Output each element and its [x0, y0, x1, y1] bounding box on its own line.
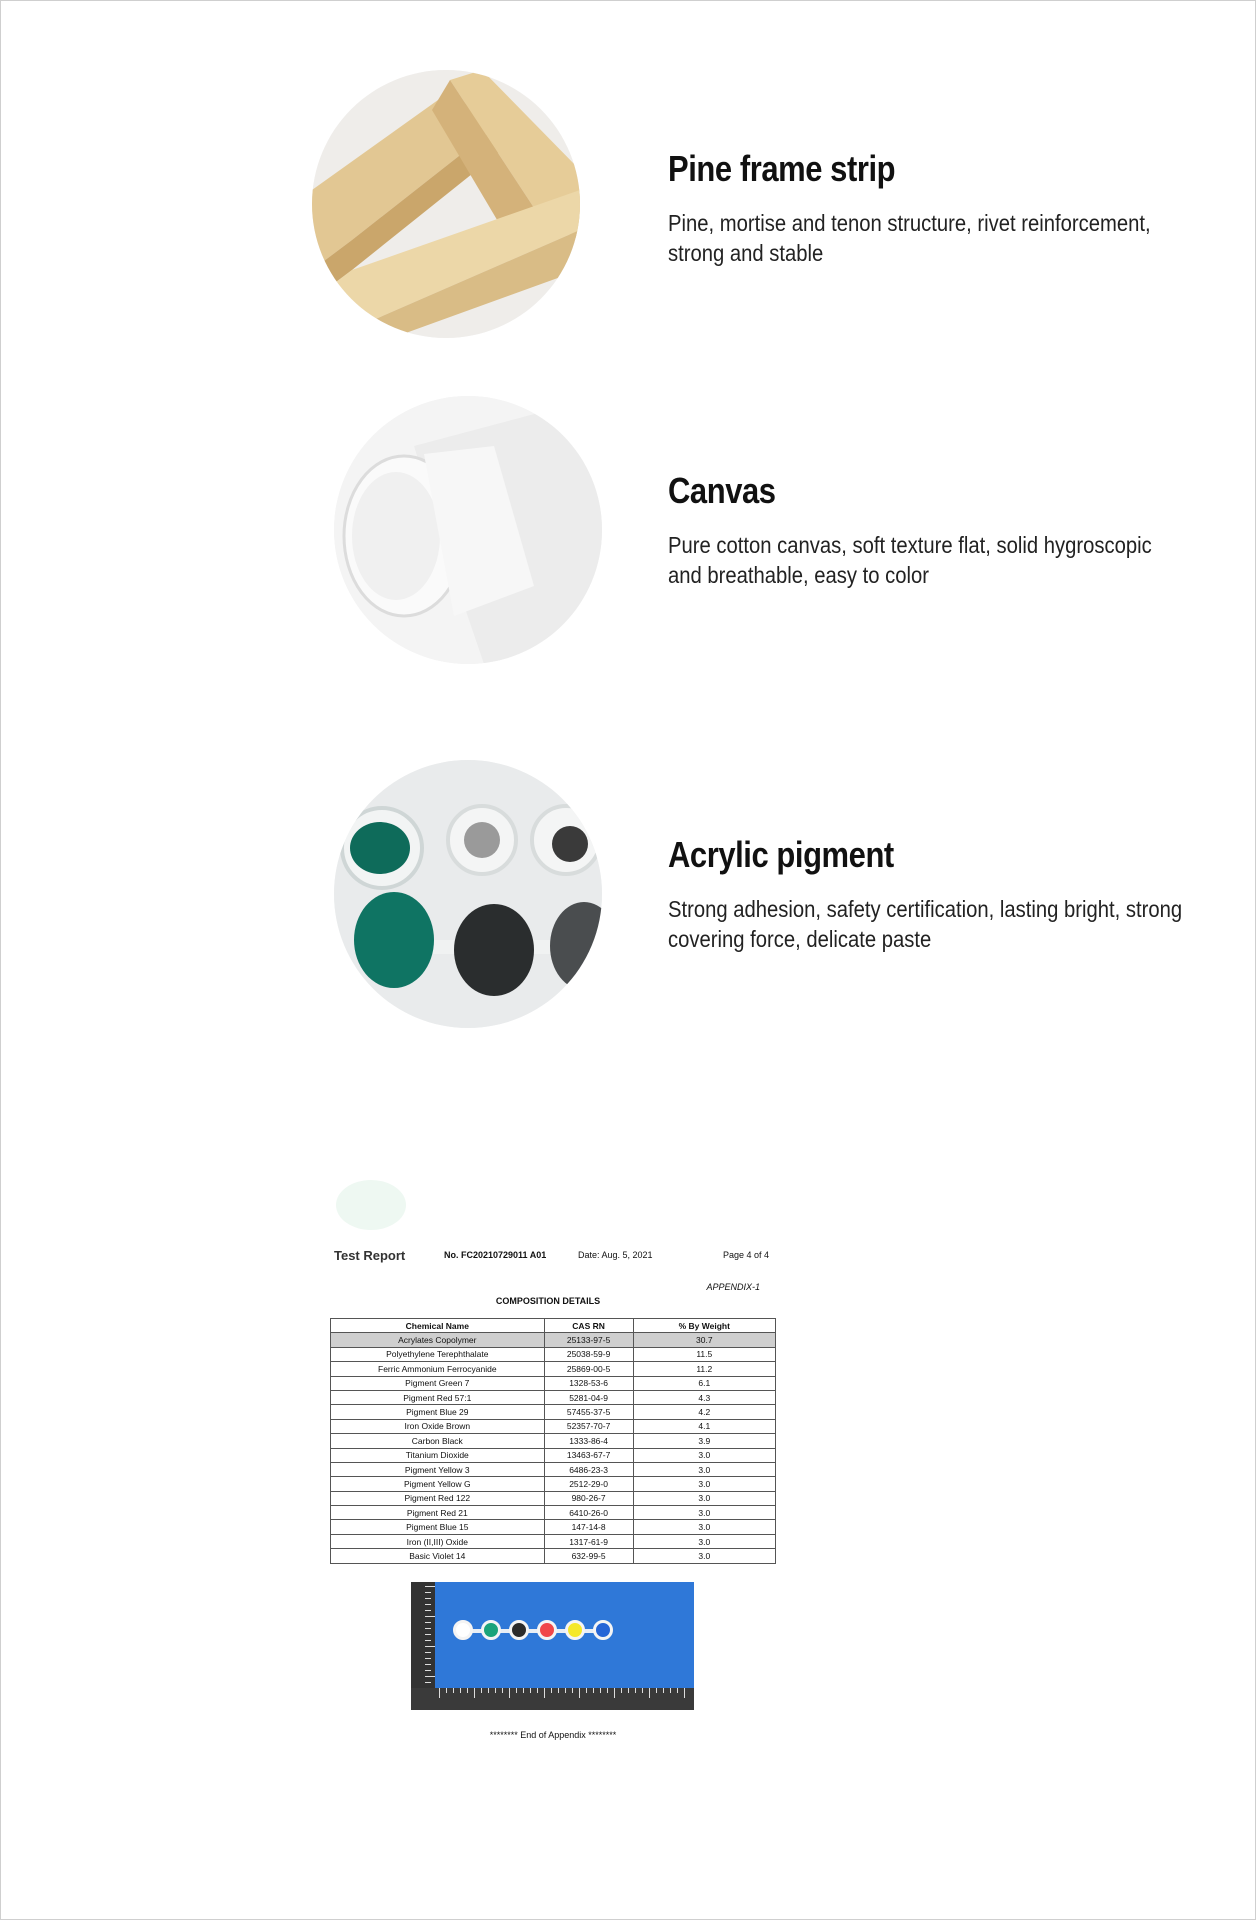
table-row	[331, 1390, 776, 1404]
paint-pot-strip	[453, 1620, 613, 1642]
cas-rn-cell: 980-26-7	[544, 1491, 633, 1505]
ruler-tick	[509, 1688, 510, 1698]
cas-rn-cell: 25869-00-5	[544, 1362, 633, 1376]
ruler-tick	[425, 1592, 431, 1593]
column-header: CAS RN	[544, 1319, 633, 1333]
table-row	[331, 1477, 776, 1491]
feature-title: Canvas	[668, 470, 776, 511]
feature-title: Pine frame strip	[668, 148, 896, 189]
weight-cell: 3.0	[633, 1491, 775, 1505]
weight-cell: 4.1	[633, 1419, 775, 1433]
chemical-name-cell: Ferric Ammonium Ferrocyanide	[331, 1362, 545, 1376]
paint-pot-sample-photo	[411, 1582, 694, 1710]
ruler-tick	[425, 1622, 431, 1623]
paint-pot-blue	[593, 1620, 613, 1640]
column-header: Chemical Name	[331, 1319, 545, 1333]
ruler-tick	[530, 1688, 531, 1693]
feature-text	[668, 834, 1188, 954]
feature-title: Acrylic pigment	[668, 834, 894, 875]
report-page: Page 4 of 4	[723, 1250, 770, 1260]
feature-text	[668, 470, 1188, 590]
chemical-name-cell: Pigment Blue 29	[331, 1405, 545, 1419]
ruler-tick	[425, 1604, 431, 1605]
report-title: Test Report	[334, 1248, 406, 1263]
ruler-horizontal	[411, 1688, 694, 1710]
cas-rn-cell: 57455-37-5	[544, 1405, 633, 1419]
ruler-tick	[572, 1688, 573, 1693]
ruler-tick	[446, 1688, 447, 1693]
cas-rn-cell: 6486-23-3	[544, 1462, 633, 1476]
ruler-tick	[502, 1688, 503, 1693]
ruler-tick	[474, 1688, 475, 1698]
ruler-tick	[425, 1658, 431, 1659]
cas-rn-cell: 2512-29-0	[544, 1477, 633, 1491]
cas-rn-cell: 5281-04-9	[544, 1390, 633, 1404]
chemical-name-cell: Iron (II,III) Oxide	[331, 1534, 545, 1548]
chemical-name-cell: Pigment Green 7	[331, 1376, 545, 1390]
composition-title: COMPOSITION DETAILS	[495, 1296, 601, 1306]
table-row	[331, 1376, 776, 1390]
end-of-appendix: ******** End of Appendix ********	[489, 1730, 617, 1740]
ruler-tick	[439, 1688, 440, 1698]
ruler-tick	[425, 1640, 431, 1641]
ruler-tick	[467, 1688, 468, 1693]
chemical-name-cell: Pigment Red 21	[331, 1506, 545, 1520]
ruler-tick	[425, 1676, 435, 1677]
weight-cell: 6.1	[633, 1376, 775, 1390]
chemical-name-cell: Iron Oxide Brown	[331, 1419, 545, 1433]
table-row	[331, 1419, 776, 1433]
report-date: Date: Aug. 5, 2021	[578, 1250, 653, 1260]
feature-description: Pine, mortise and tenon structure, rivet reinforcement, strong and stable	[668, 210, 1151, 266]
table-row	[331, 1448, 776, 1462]
paint-pot-green	[481, 1620, 501, 1640]
chemical-name-cell: Pigment Yellow G	[331, 1477, 545, 1491]
paint-pot-yellow	[565, 1620, 585, 1640]
table-row	[331, 1549, 776, 1563]
table-row	[331, 1491, 776, 1505]
ruler-tick	[586, 1688, 587, 1693]
appendix-label: APPENDIX-1	[706, 1282, 760, 1292]
chemical-name-cell: Pigment Red 122	[331, 1491, 545, 1505]
ruler-tick	[649, 1688, 650, 1698]
canvas-photo	[334, 396, 602, 664]
ruler-tick	[537, 1688, 538, 1693]
test-report	[328, 1180, 778, 1760]
ruler-tick	[670, 1688, 671, 1693]
ruler-tick	[425, 1610, 431, 1611]
chemical-name-cell: Pigment Blue 15	[331, 1520, 545, 1534]
weight-cell: 3.0	[633, 1520, 775, 1534]
ruler-tick	[425, 1634, 431, 1635]
ruler-tick	[460, 1688, 461, 1693]
chemical-name-cell: Pigment Yellow 3	[331, 1462, 545, 1476]
weight-cell: 3.0	[633, 1506, 775, 1520]
table-row	[331, 1347, 776, 1361]
ruler-tick	[607, 1688, 608, 1693]
ruler-tick	[600, 1688, 601, 1693]
paint-pot-white	[453, 1620, 473, 1640]
ruler-tick	[425, 1616, 435, 1617]
column-header: % By Weight	[633, 1319, 775, 1333]
cas-rn-cell: 147-14-8	[544, 1520, 633, 1534]
weight-cell: 3.0	[633, 1448, 775, 1462]
ruler-tick	[677, 1688, 678, 1693]
acrylic-pigment-photo	[334, 760, 602, 1028]
ruler-tick	[684, 1688, 685, 1698]
weight-cell: 4.2	[633, 1405, 775, 1419]
cas-rn-cell: 1333-86-4	[544, 1434, 633, 1448]
table-row	[331, 1534, 776, 1548]
ruler-tick	[621, 1688, 622, 1693]
table-row	[331, 1462, 776, 1476]
ruler-tick	[425, 1598, 431, 1599]
chemical-name-cell: Pigment Red 57:1	[331, 1390, 545, 1404]
cas-rn-cell: 25133-97-5	[544, 1333, 633, 1347]
feature-text	[668, 148, 1188, 268]
table-row	[331, 1405, 776, 1419]
paint-pot-black	[509, 1620, 529, 1640]
ruler-tick	[614, 1688, 615, 1698]
table-row	[331, 1434, 776, 1448]
weight-cell: 11.5	[633, 1347, 775, 1361]
table-row	[331, 1362, 776, 1376]
cas-rn-cell: 632-99-5	[544, 1549, 633, 1563]
cas-rn-cell: 1317-61-9	[544, 1534, 633, 1548]
ruler-tick	[523, 1688, 524, 1693]
ruler-tick	[656, 1688, 657, 1693]
ruler-tick	[663, 1688, 664, 1693]
table-row	[331, 1506, 776, 1520]
ruler-tick	[495, 1688, 496, 1693]
pine-frame-photo	[312, 70, 580, 338]
composition-table	[330, 1318, 776, 1564]
cas-rn-cell: 25038-59-9	[544, 1347, 633, 1361]
ruler-tick	[425, 1646, 435, 1647]
ruler-tick	[565, 1688, 566, 1693]
ruler-tick	[425, 1628, 431, 1629]
ruler-tick	[579, 1688, 580, 1698]
ruler-tick	[642, 1688, 643, 1693]
report-header	[328, 1248, 778, 1264]
ruler-tick	[425, 1652, 431, 1653]
chemical-name-cell: Basic Violet 14	[331, 1549, 545, 1563]
ruler-tick	[544, 1688, 545, 1698]
weight-cell: 30.7	[633, 1333, 775, 1347]
paint-pot-red	[537, 1620, 557, 1640]
ruler-tick	[593, 1688, 594, 1693]
ruler-tick	[425, 1670, 431, 1671]
cas-rn-cell: 52357-70-7	[544, 1419, 633, 1433]
report-number: No. FC20210729011 A01	[444, 1250, 547, 1260]
ruler-tick	[628, 1688, 629, 1693]
weight-cell: 3.0	[633, 1462, 775, 1476]
chemical-name-cell: Titanium Dioxide	[331, 1448, 545, 1462]
weight-cell: 3.9	[633, 1434, 775, 1448]
feature-description: Pure cotton canvas, soft texture flat, solid hygroscopic and breathable, easy to color	[668, 532, 1152, 588]
cas-rn-cell: 1328-53-6	[544, 1376, 633, 1390]
ruler-tick	[488, 1688, 489, 1693]
chemical-name-cell: Carbon Black	[331, 1434, 545, 1448]
chemical-name-cell: Polyethylene Terephthalate	[331, 1347, 545, 1361]
ruler-tick	[425, 1586, 435, 1587]
ruler-tick	[635, 1688, 636, 1693]
weight-cell: 3.0	[633, 1549, 775, 1563]
cas-rn-cell: 13463-67-7	[544, 1448, 633, 1462]
ruler-tick	[558, 1688, 559, 1693]
chemical-name-cell: Acrylates Copolymer	[331, 1333, 545, 1347]
ruler-tick	[516, 1688, 517, 1693]
ruler-tick	[551, 1688, 552, 1693]
weight-cell: 4.3	[633, 1390, 775, 1404]
weight-cell: 11.2	[633, 1362, 775, 1376]
cas-rn-cell: 6410-26-0	[544, 1506, 633, 1520]
weight-cell: 3.0	[633, 1477, 775, 1491]
ruler-tick	[481, 1688, 482, 1693]
logo-mark	[336, 1180, 406, 1230]
ruler-tick	[453, 1688, 454, 1693]
table-header-row	[331, 1319, 776, 1333]
ruler-tick	[425, 1664, 431, 1665]
feature-description: Strong adhesion, safety certification, lasting bright, strong covering force, delicate paste	[668, 896, 1183, 952]
table-row	[331, 1520, 776, 1534]
table-row	[331, 1333, 776, 1347]
ruler-tick	[425, 1682, 431, 1683]
weight-cell: 3.0	[633, 1534, 775, 1548]
